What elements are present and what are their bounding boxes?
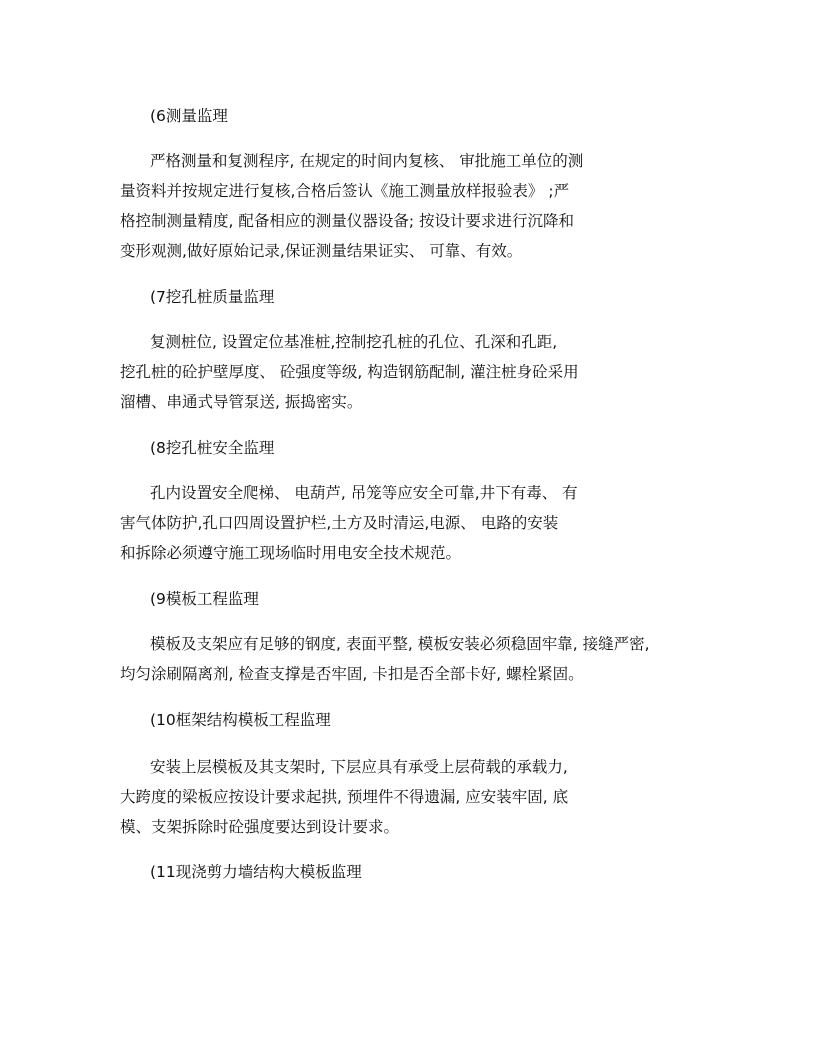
body-line: 量资料并按规定进行复核,合格后签认《施工测量放样报验表》 ;严 [120, 182, 570, 200]
section-body-10 [120, 752, 680, 842]
body-line: 溜槽、串通式导管泵送, 振捣密实。 [120, 393, 363, 411]
body-line: 大跨度的梁板应按设计要求起拱, 预埋件不得遗漏, 应安装牢固, 底 [120, 788, 569, 806]
section-body-7 [120, 327, 680, 417]
body-line: 和拆除必须遵守施工现场临时用电安全技术规范。 [120, 544, 462, 562]
body-line: 挖孔桩的砼护壁厚度、 砼强度等级, 构造钢筋配制, 灌注桩身砼采用 [120, 363, 579, 381]
body-line: 严格测量和复测程序, 在规定的时间内复核、 审批施工单位的测 [150, 152, 584, 170]
body-line: 变形观测,做好原始记录,保证测量结果证实、 可靠、有效。 [120, 242, 523, 260]
section-body-6 [120, 146, 680, 266]
section-heading-9: (9模板工程监理 [150, 590, 259, 608]
body-line: 均匀涂刷隔离剂, 检查支撑是否牢固, 卡扣是否全部卡好, 螺栓紧固。 [120, 665, 584, 683]
body-line: 害气体防护,孔口四周设置护栏,土方及时清运,电源、 电路的安装 [120, 514, 559, 532]
section-heading-10: (10框架结构模板工程监理 [150, 711, 331, 729]
section-heading-7: (7挖孔桩质量监理 [150, 288, 275, 306]
body-line: 格控制测量精度, 配备相应的测量仪器设备; 按设计要求进行沉降和 [120, 212, 575, 230]
section-heading-6: (6测量监理 [150, 107, 228, 125]
body-line: 模板及支架应有足够的钢度, 表面平整, 模板安装必须稳固牢靠, 接缝严密, [150, 635, 650, 653]
body-line: 模、支架拆除时砼强度要达到设计要求。 [120, 818, 400, 836]
section-body-9 [120, 629, 680, 689]
body-line: 复测桩位, 设置定位基准桩,控制挖孔桩的孔位、孔深和孔距, [150, 333, 558, 351]
section-body-8 [120, 478, 680, 568]
section-heading-8: (8挖孔桩安全监理 [150, 439, 275, 457]
body-line: 安装上层模板及其支架时, 下层应具有承受上层荷载的承载力, [150, 758, 568, 776]
section-heading-11: (11现浇剪力墙结构大模板监理 [150, 863, 362, 881]
body-line: 孔内设置安全爬梯、 电葫芦, 吊笼等应安全可靠,井下有毒、 有 [150, 484, 578, 502]
